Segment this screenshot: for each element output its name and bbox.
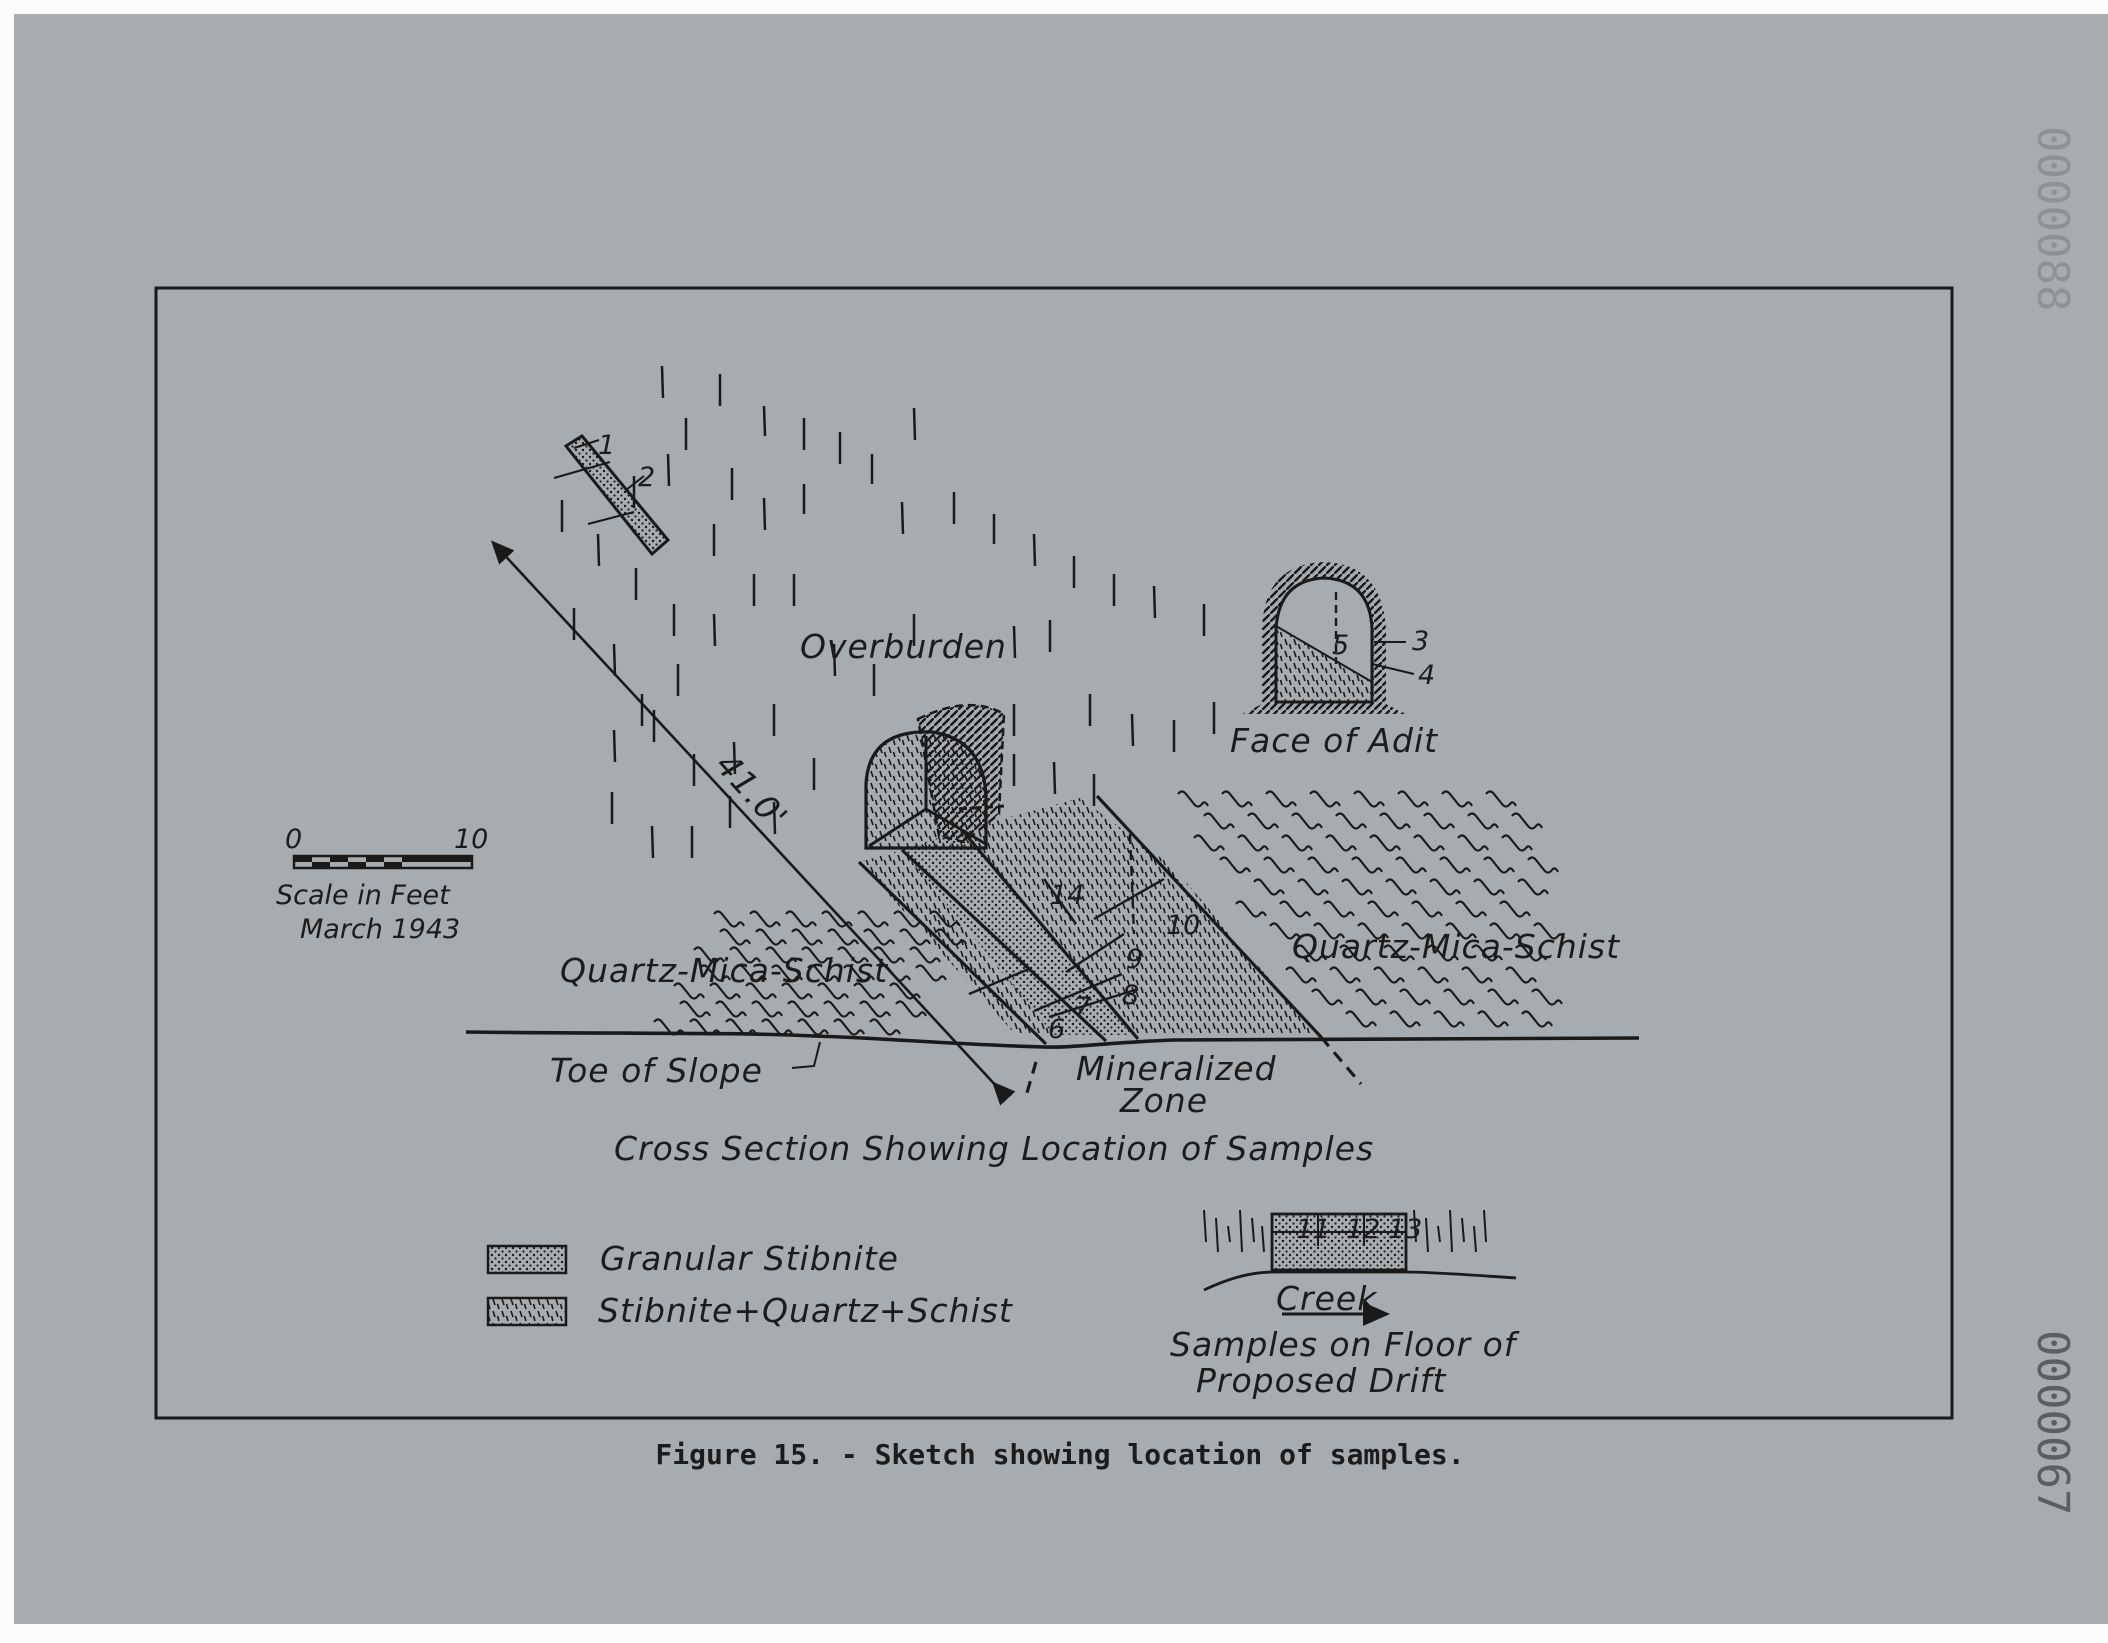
schist-squiggle [1522, 1012, 1552, 1027]
sample-1-2-outcrop [566, 436, 668, 554]
scale-caption: Scale in Feet [276, 880, 450, 911]
schist-squiggle [916, 966, 946, 981]
drift-texture-dash [1474, 1226, 1476, 1252]
sample-9: 9 [1126, 944, 1144, 975]
sample-14: 14 [1050, 880, 1085, 911]
overburden-dash [764, 406, 765, 436]
schist-squiggle [1266, 792, 1296, 807]
schist-squiggle [1398, 792, 1428, 807]
overburden-dash [1132, 714, 1133, 746]
stamp-top: 0000088 [2027, 126, 2078, 312]
schist-squiggle [756, 930, 786, 945]
schist-squiggle [910, 948, 940, 963]
schist-squiggle [762, 1020, 792, 1035]
scale-bar-segment [312, 862, 330, 868]
schist-squiggle [824, 1002, 854, 1017]
schist-squiggle [798, 1020, 828, 1035]
scale-bar-segment [348, 862, 366, 868]
face-of-adit-label: Face of Adit [1230, 721, 1439, 760]
schist-squiggle [1346, 1012, 1376, 1027]
schist-squiggle [786, 912, 816, 927]
schist-squiggle [1286, 968, 1316, 983]
scale-date: March 1943 [300, 914, 461, 945]
schist-squiggle [1236, 902, 1266, 917]
schist-squiggle [858, 912, 888, 927]
schist-squiggle [752, 1002, 782, 1017]
schist-squiggle [1512, 814, 1542, 829]
legend-swatch-granular [488, 1246, 566, 1273]
drift-texture-dash [1252, 1218, 1254, 1242]
overburden-dash [902, 502, 903, 534]
drift-floor [1272, 1214, 1406, 1270]
drift-texture-dash [1450, 1210, 1452, 1252]
schist-squiggle [860, 1002, 890, 1017]
schist-squiggle [1440, 858, 1470, 873]
overburden-label: Overburden [800, 627, 1007, 666]
drift-texture-dash [1484, 1210, 1486, 1242]
legend-granular-label: Granular Stibnite [600, 1239, 899, 1278]
schist-squiggle [1380, 814, 1410, 829]
schist-squiggle [1502, 836, 1532, 851]
drift-texture-dash [1438, 1226, 1440, 1242]
schist-squiggle [1478, 1012, 1508, 1027]
overburden-dash [1034, 534, 1035, 566]
schist-squiggle [1434, 1012, 1464, 1027]
schist-squiggle [1282, 836, 1312, 851]
schist-squiggle [750, 912, 780, 927]
overburden-dash [614, 730, 615, 762]
scale-bar-segment [402, 856, 472, 862]
overburden-dash [662, 366, 663, 398]
schist-squiggle [1308, 858, 1338, 873]
schist-squiggle [1336, 814, 1366, 829]
schist-squiggle [1474, 880, 1504, 895]
schist-squiggle [1354, 792, 1384, 807]
sample-12: 12 [1346, 1214, 1381, 1245]
sample-6: 6 [1048, 1014, 1066, 1045]
schist-squiggle [864, 930, 894, 945]
schist-squiggle [1442, 792, 1472, 807]
overburden-dash [764, 498, 765, 530]
schist-squiggle [1400, 990, 1430, 1005]
toe-of-slope-label: Toe of Slope [550, 1051, 763, 1090]
schist-squiggle [1386, 880, 1416, 895]
schist-squiggle [1194, 836, 1224, 851]
drift-texture-dash [1240, 1210, 1242, 1252]
schist-squiggle [1468, 814, 1498, 829]
drift-texture-dash [1262, 1226, 1264, 1252]
sample-8: 8 [1122, 980, 1140, 1011]
overburden-dash [1154, 586, 1155, 618]
drift-caption-1: Samples on Floor of [1170, 1325, 1517, 1364]
schist-squiggle [792, 930, 822, 945]
schist-squiggle [1424, 814, 1454, 829]
schist-squiggle [1220, 858, 1250, 873]
schist-squiggle [1326, 836, 1356, 851]
sample-7: 7 [1074, 992, 1092, 1023]
schist-squiggle [1222, 792, 1252, 807]
drift-texture-dash [1216, 1218, 1218, 1252]
schist-squiggle [1484, 858, 1514, 873]
legend-mixed-label: Stibnite+Quartz+Schist [598, 1291, 1013, 1330]
overburden-dash [668, 454, 669, 486]
schist-squiggle [1414, 836, 1444, 851]
schist-squiggle [1178, 792, 1208, 807]
schist-squiggle [1518, 880, 1548, 895]
schist-squiggle [716, 1002, 746, 1017]
schist-squiggle [834, 1020, 864, 1035]
mineralized-zone-label-2: Zone [1120, 1081, 1209, 1120]
schist-squiggle [1374, 968, 1404, 983]
sample-2: 2 [638, 462, 656, 493]
schist-squiggle [1310, 792, 1340, 807]
figure-caption: Figure 15. - Sketch showing location of samples. [655, 1438, 1465, 1471]
schist-squiggle [1356, 990, 1386, 1005]
overburden-dash [652, 826, 653, 858]
scale-max-label: 10 [454, 824, 489, 855]
schist-squiggle [870, 1020, 900, 1035]
sample-13: 13 [1388, 1214, 1423, 1245]
schist-squiggle [1352, 858, 1382, 873]
scale-bar-segment [330, 856, 348, 862]
schist-squiggle [1248, 814, 1278, 829]
creek-label: Creek [1276, 1279, 1378, 1318]
schist-squiggle [1486, 792, 1516, 807]
schist-squiggle [1532, 990, 1562, 1005]
schist-squiggle [1254, 880, 1284, 895]
scale-bar-segment [366, 856, 384, 862]
schist-squiggle [1312, 990, 1342, 1005]
schist-squiggle [1298, 880, 1328, 895]
schist-squiggle [1506, 968, 1536, 983]
schist-squiggle [1330, 968, 1360, 983]
sketch-figure [14, 14, 2108, 1624]
schist-squiggle [1342, 880, 1372, 895]
schist-squiggle [1370, 836, 1400, 851]
quartz-mica-schist-right-label: Quartz-Mica-Schist [1292, 927, 1621, 966]
schist-squiggle [680, 1002, 710, 1017]
schist-squiggle [1456, 902, 1486, 917]
overburden-dash [914, 408, 915, 440]
schist-squiggle [1458, 836, 1488, 851]
schist-squiggle [1418, 968, 1448, 983]
overburden-dash [598, 534, 599, 566]
schist-squiggle [1528, 858, 1558, 873]
toe-of-slope-pointer [792, 1042, 820, 1068]
schist-squiggle [1488, 990, 1518, 1005]
sample-3: 3 [1412, 626, 1430, 657]
sample-11: 11 [1296, 1214, 1331, 1245]
overburden-dash [1014, 626, 1015, 658]
drift-texture-dash [1462, 1218, 1464, 1242]
sample-4: 4 [1418, 660, 1436, 691]
schist-squiggle [1412, 902, 1442, 917]
distance-label: 41.0' [708, 745, 796, 837]
schist-squiggle [1500, 902, 1530, 917]
sample-10: 10 [1166, 910, 1201, 941]
scale-min-label: 0 [285, 824, 303, 855]
schist-squiggle [1444, 990, 1474, 1005]
schist-squiggle [1324, 902, 1354, 917]
schist-squiggle [1292, 814, 1322, 829]
scale-bar-segment [384, 862, 402, 868]
overburden-dash [1054, 762, 1055, 794]
schist-squiggle [1238, 836, 1268, 851]
legend-swatch-mixed [488, 1298, 566, 1325]
drift-texture-dash [1204, 1210, 1206, 1242]
overburden-dash [614, 644, 615, 676]
schist-squiggle [1264, 858, 1294, 873]
schist-squiggle [1396, 858, 1426, 873]
scale-bar-segment [294, 856, 312, 862]
sample-5: 5 [1332, 630, 1350, 661]
sample-1: 1 [598, 430, 616, 461]
quartz-mica-schist-left-label: Quartz-Mica-Schist [560, 951, 889, 990]
schist-squiggle [1368, 902, 1398, 917]
drift-caption-2: Proposed Drift [1196, 1361, 1447, 1400]
schist-squiggle [1204, 814, 1234, 829]
schist-squiggle [788, 1002, 818, 1017]
schist-squiggle [1462, 968, 1492, 983]
schist-squiggle [1430, 880, 1460, 895]
schist-squiggle [1390, 1012, 1420, 1027]
schist-squiggle [1280, 902, 1310, 917]
schist-squiggle [720, 930, 750, 945]
mineralized-zone-label-1: Mineralized [1076, 1049, 1277, 1088]
scanned-sheet [14, 14, 2108, 1624]
stamp-bottom: 0000067 [2027, 1330, 2078, 1516]
drift-texture-dash [1426, 1218, 1428, 1252]
overburden-dash [714, 614, 715, 646]
drift-texture-dash [1228, 1226, 1230, 1242]
section-title: Cross Section Showing Location of Samples [614, 1129, 1375, 1168]
schist-squiggle [714, 912, 744, 927]
